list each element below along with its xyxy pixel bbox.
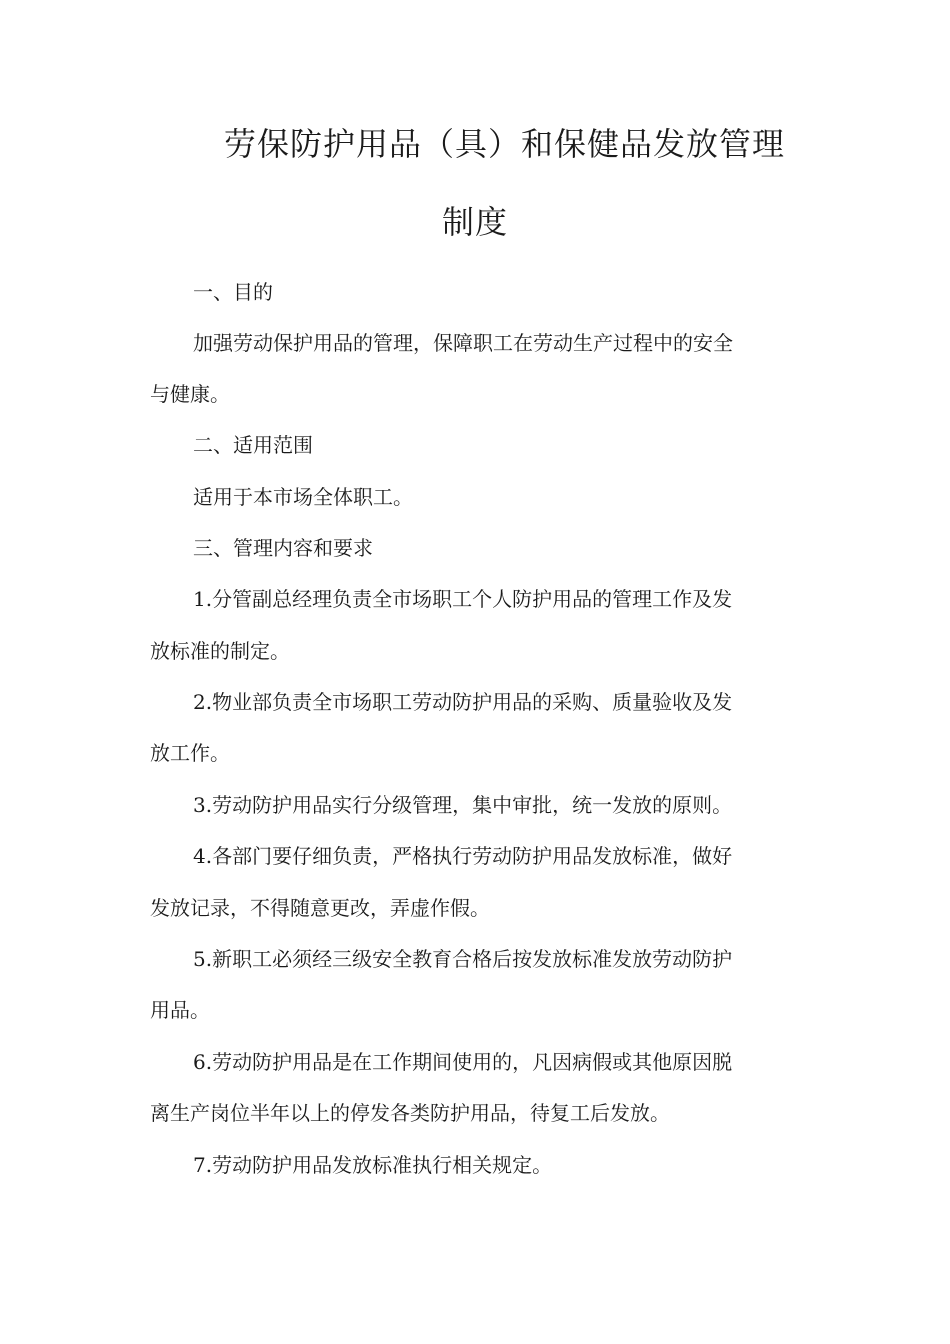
list-item-7-line-1: 7.劳动防护用品发放标准执行相关规定。 <box>193 1153 553 1177</box>
list-item-6-line-1: 6.劳动防护用品是在工作期间使用的，凡因病假或其他原因脱 <box>193 1050 733 1074</box>
list-item-4-line-2: 发放记录，不得随意更改，弄虚作假。 <box>150 896 490 920</box>
list-item-2-line-2: 放工作。 <box>150 741 230 765</box>
section-heading-purpose: 一、目的 <box>193 280 273 304</box>
list-item-5-line-1: 5.新职工必须经三级安全教育合格后按发放标准发放劳动防护 <box>193 947 733 971</box>
section-heading-requirements: 三、管理内容和要求 <box>193 536 373 560</box>
document-title-line-1: 劳保防护用品（具）和保健品发放管理 <box>224 125 786 163</box>
list-item-3-line-1: 3.劳动防护用品实行分级管理，集中审批，统一发放的原则。 <box>193 793 733 817</box>
list-item-5-line-2: 用品。 <box>150 998 210 1022</box>
list-item-6-line-2: 离生产岗位半年以上的停发各类防护用品，待复工后发放。 <box>150 1101 670 1125</box>
section-heading-scope: 二、适用范围 <box>193 433 313 457</box>
list-item-2-line-1: 2.物业部负责全市场职工劳动防护用品的采购、质量验收及发 <box>193 690 733 714</box>
paragraph-scope: 适用于本市场全体职工。 <box>193 485 413 509</box>
paragraph-purpose-line-2: 与健康。 <box>150 382 230 406</box>
paragraph-purpose-line-1: 加强劳动保护用品的管理，保障职工在劳动生产过程中的安全 <box>193 331 733 355</box>
list-item-4-line-1: 4.各部门要仔细负责，严格执行劳动防护用品发放标准，做好 <box>193 844 733 868</box>
list-item-1-line-2: 放标准的制定。 <box>150 639 290 663</box>
document-title-line-2: 制度 <box>442 203 509 241</box>
list-item-1-line-1: 1.分管副总经理负责全市场职工个人防护用品的管理工作及发 <box>193 587 733 611</box>
